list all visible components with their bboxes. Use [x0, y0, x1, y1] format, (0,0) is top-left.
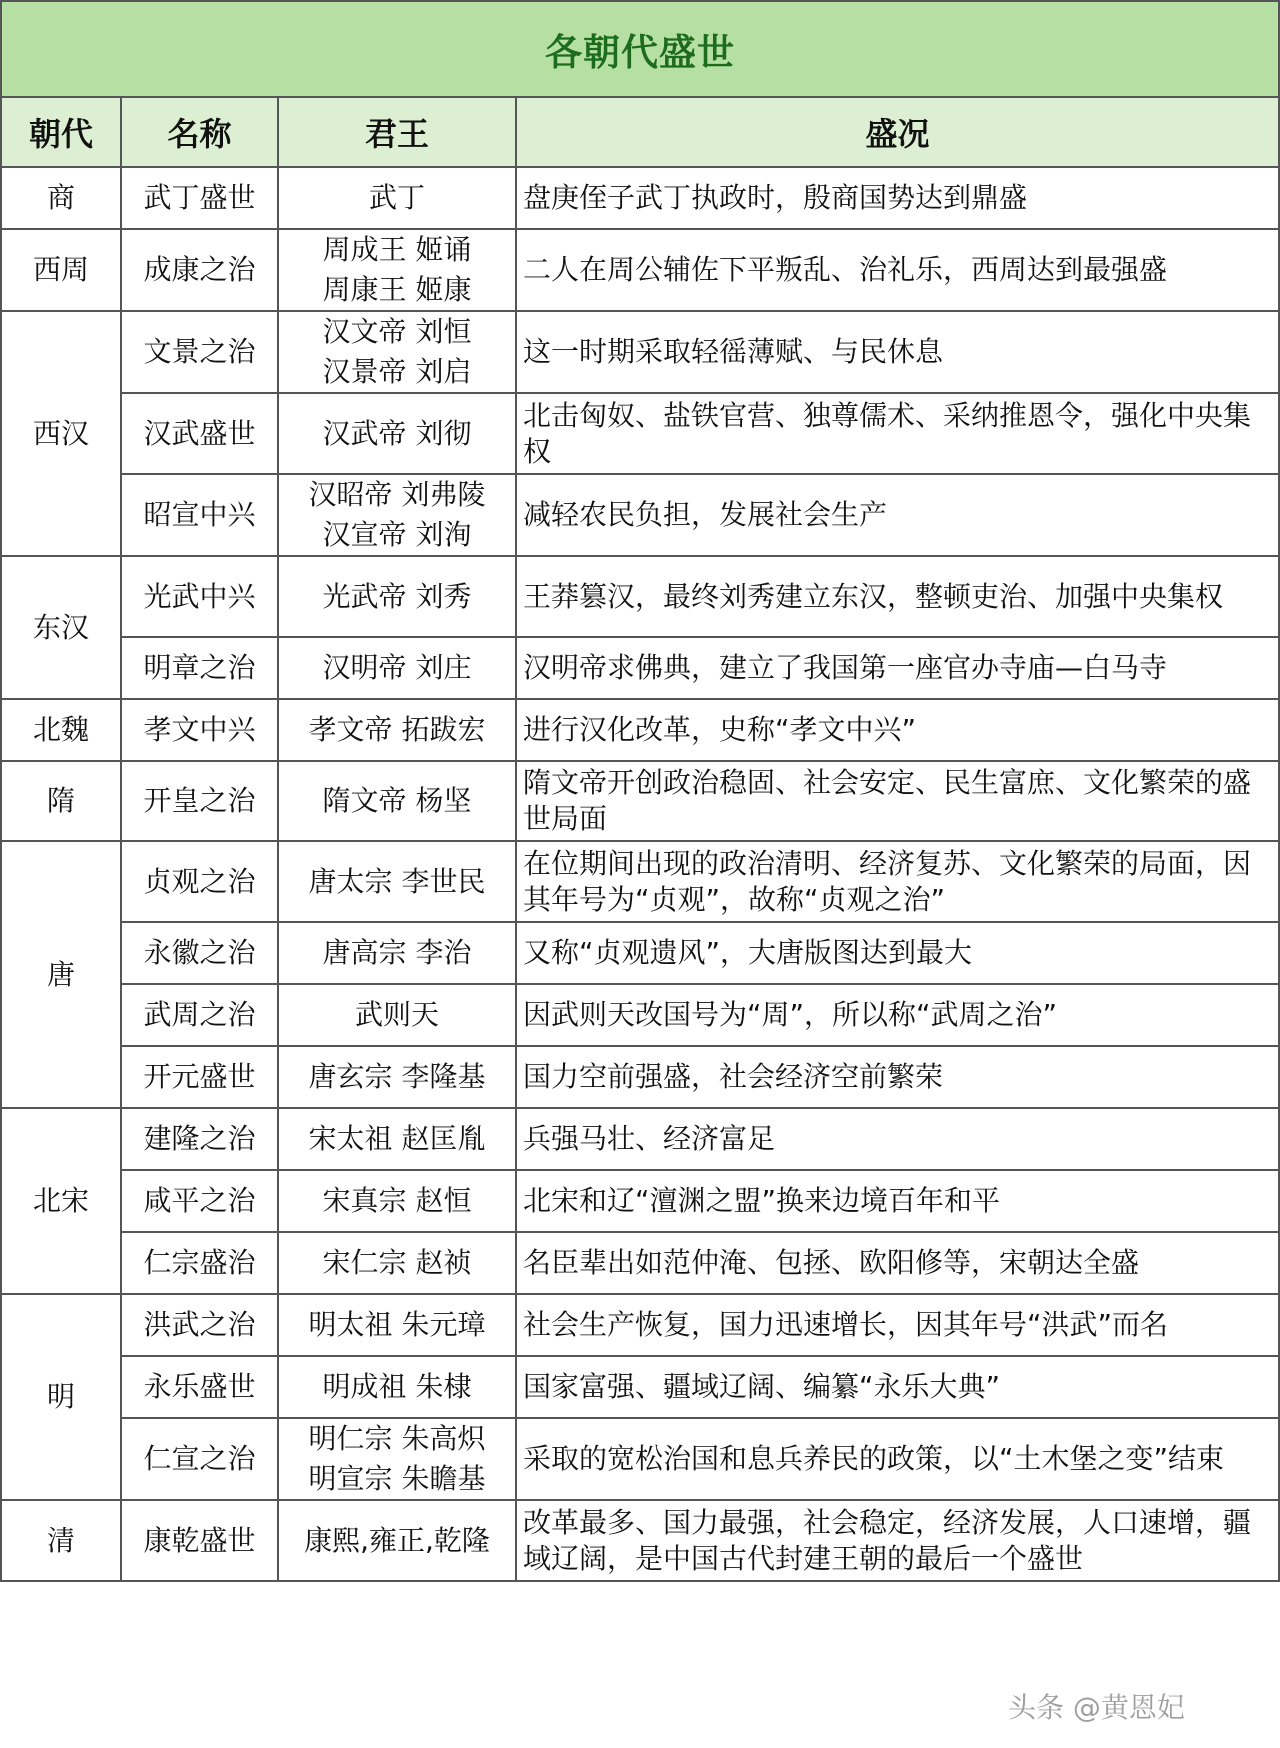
ruler-name: 汉明帝 刘庄: [322, 651, 472, 684]
description-cell: 北击匈奴、盐铁官营、独尊儒术、采纳推恩令，强化中央集权: [516, 393, 1279, 474]
era-name-cell: 仁宗盛治: [121, 1232, 278, 1294]
description-cell: 盘庚侄子武丁执政时，殷商国势达到鼎盛: [516, 167, 1279, 229]
ruler-cell: [278, 167, 516, 229]
table-row: [1, 1046, 1279, 1108]
table-row: [1, 841, 1279, 922]
ruler-cell: [278, 1418, 516, 1500]
ruler-cell: [278, 1108, 516, 1170]
ruler-cell: [278, 637, 516, 699]
ruler-cell: [278, 311, 516, 393]
ruler-cell: [278, 393, 516, 474]
ruler-cell: [278, 984, 516, 1046]
dynasty-cell: 明: [1, 1294, 121, 1500]
ruler-name: 明仁宗 朱高炽: [308, 1422, 486, 1455]
header-dynasty: 朝代: [1, 97, 121, 167]
table-row: [1, 556, 1279, 637]
dynasty-cell: 北魏: [1, 699, 121, 761]
description-cell: 减轻农民负担，发展社会生产: [516, 474, 1279, 556]
description-cell: 改革最多、国力最强，社会稳定，经济发展，人口速增，疆域辽阔，是中国古代封建王朝的最后一个盛世: [516, 1500, 1279, 1581]
table-body: [1, 167, 1279, 1581]
header-row: [1, 97, 1279, 167]
era-name-cell: 武丁盛世: [121, 167, 278, 229]
ruler-name: 宋真宗 赵恒: [322, 1184, 472, 1217]
description-cell: 隋文帝开创政治稳固、社会安定、民生富庶、文化繁荣的盛世局面: [516, 761, 1279, 841]
table-title: 各朝代盛世: [1, 1, 1279, 97]
ruler-name: 宋太祖 赵匡胤: [308, 1122, 486, 1155]
description-cell: 二人在周公辅佐下平叛乱、治礼乐，西周达到最强盛: [516, 229, 1279, 311]
ruler-name: 康熙,雍正,乾隆: [304, 1523, 490, 1557]
era-name-cell: 孝文中兴: [121, 699, 278, 761]
ruler-name: 唐太宗 李世民: [308, 864, 486, 898]
era-name-cell: 咸平之治: [121, 1170, 278, 1232]
description-cell: 这一时期采取轻徭薄赋、与民休息: [516, 311, 1279, 393]
table-row: [1, 229, 1279, 311]
watermark-text: 头条 @黄恩妃: [1008, 1691, 1185, 1724]
ruler-name: 汉文帝 刘恒: [322, 315, 472, 348]
table-row: [1, 167, 1279, 229]
ruler-cell: [278, 1500, 516, 1581]
header-king: 君王: [278, 97, 516, 167]
dynasty-cell: 隋: [1, 761, 121, 841]
table-row: [1, 474, 1279, 556]
ruler-cell: [278, 1170, 516, 1232]
ruler-cell: [278, 1232, 516, 1294]
table-row: [1, 699, 1279, 761]
description-cell: 王莽篡汉，最终刘秀建立东汉，整顿吏治、加强中央集权: [516, 556, 1279, 637]
ruler-cell: [278, 474, 516, 556]
table-row: [1, 1356, 1279, 1418]
era-name-cell: 永徽之治: [121, 922, 278, 984]
description-cell: 在位期间出现的政治清明、经济复苏、文化繁荣的局面，因其年号为“贞观”，故称“贞观之治”: [516, 841, 1279, 922]
header-desc: 盛况: [516, 97, 1279, 167]
table-row: [1, 1232, 1279, 1294]
table-row: [1, 761, 1279, 841]
description-cell: 兵强马壮、经济富足: [516, 1108, 1279, 1170]
ruler-name: 明太祖 朱元璋: [308, 1308, 486, 1341]
era-name-cell: 建隆之治: [121, 1108, 278, 1170]
ruler-cell: [278, 1356, 516, 1418]
ruler-cell: [278, 229, 516, 311]
era-name-cell: 汉武盛世: [121, 393, 278, 474]
dynasty-cell: 北宋: [1, 1108, 121, 1294]
table-row: [1, 1500, 1279, 1581]
header-name: 名称: [121, 97, 278, 167]
table-row: [1, 1108, 1279, 1170]
description-cell: 采取的宽松治国和息兵养民的政策，以“土木堡之变”结束: [516, 1418, 1279, 1500]
era-name-cell: 成康之治: [121, 229, 278, 311]
era-name-cell: 永乐盛世: [121, 1356, 278, 1418]
table-row: [1, 1418, 1279, 1500]
era-name-cell: 贞观之治: [121, 841, 278, 922]
era-name-cell: 明章之治: [121, 637, 278, 699]
era-name-cell: 开皇之治: [121, 761, 278, 841]
description-cell: 社会生产恢复，国力迅速增长，因其年号“洪武”而名: [516, 1294, 1279, 1356]
ruler-name: 武丁: [368, 181, 425, 214]
ruler-name: 周康王 姬康: [322, 273, 472, 306]
table-row: [1, 984, 1279, 1046]
era-name-cell: 康乾盛世: [121, 1500, 278, 1581]
ruler-name: 宋仁宗 赵祯: [322, 1246, 472, 1279]
ruler-name: 隋文帝 杨坚: [322, 784, 472, 817]
description-cell: 北宋和辽“澶渊之盟”换来边境百年和平: [516, 1170, 1279, 1232]
era-name-cell: 光武中兴: [121, 556, 278, 637]
ruler-name: 唐高宗 李治: [322, 936, 472, 969]
ruler-name: 汉昭帝 刘弗陵: [308, 478, 486, 511]
era-name-cell: 洪武之治: [121, 1294, 278, 1356]
ruler-name: 武则天: [354, 998, 439, 1031]
ruler-name: 汉景帝 刘启: [322, 355, 472, 388]
ruler-cell: [278, 1294, 516, 1356]
description-cell: 进行汉化改革，史称“孝文中兴”: [516, 699, 1279, 761]
ruler-name: 明宣宗 朱瞻基: [308, 1462, 486, 1495]
table-row: [1, 637, 1279, 699]
ruler-cell: [278, 1046, 516, 1108]
dynasty-cell: 西周: [1, 229, 121, 311]
description-cell: 汉明帝求佛典，建立了我国第一座官办寺庙—白马寺: [516, 637, 1279, 699]
dynasty-cell: 清: [1, 1500, 121, 1581]
description-cell: 国力空前强盛，社会经济空前繁荣: [516, 1046, 1279, 1108]
description-cell: 名臣辈出如范仲淹、包拯、欧阳修等，宋朝达全盛: [516, 1232, 1279, 1294]
description-cell: 国家富强、疆域辽阔、编纂“永乐大典”: [516, 1356, 1279, 1418]
table-row: [1, 1294, 1279, 1356]
ruler-name: 汉宣帝 刘洵: [322, 518, 472, 551]
table-row: [1, 922, 1279, 984]
ruler-cell: [278, 761, 516, 841]
era-name-cell: 开元盛世: [121, 1046, 278, 1108]
description-cell: 因武则天改国号为“周”，所以称“武周之治”: [516, 984, 1279, 1046]
title-row: [1, 1, 1279, 97]
dynasty-cell: 唐: [1, 841, 121, 1108]
ruler-cell: [278, 922, 516, 984]
table-row: [1, 311, 1279, 393]
ruler-name: 周成王 姬诵: [322, 233, 472, 266]
dynasty-cell: 东汉: [1, 556, 121, 699]
era-name-cell: 文景之治: [121, 311, 278, 393]
ruler-cell: [278, 556, 516, 637]
ruler-name: 光武帝 刘秀: [322, 579, 472, 613]
ruler-name: 唐玄宗 李隆基: [308, 1060, 486, 1093]
ruler-name: 汉武帝 刘彻: [322, 416, 472, 450]
dynasty-cell: 商: [1, 167, 121, 229]
ruler-cell: [278, 841, 516, 922]
ruler-cell: [278, 699, 516, 761]
era-name-cell: 仁宣之治: [121, 1418, 278, 1500]
dynasty-cell: 西汉: [1, 311, 121, 556]
era-name-cell: 昭宣中兴: [121, 474, 278, 556]
ruler-name: 明成祖 朱棣: [322, 1370, 472, 1403]
table-row: [1, 393, 1279, 474]
table-row: [1, 1170, 1279, 1232]
era-name-cell: 武周之治: [121, 984, 278, 1046]
description-cell: 又称“贞观遗风”，大唐版图达到最大: [516, 922, 1279, 984]
ruler-name: 孝文帝 拓跋宏: [308, 713, 486, 746]
